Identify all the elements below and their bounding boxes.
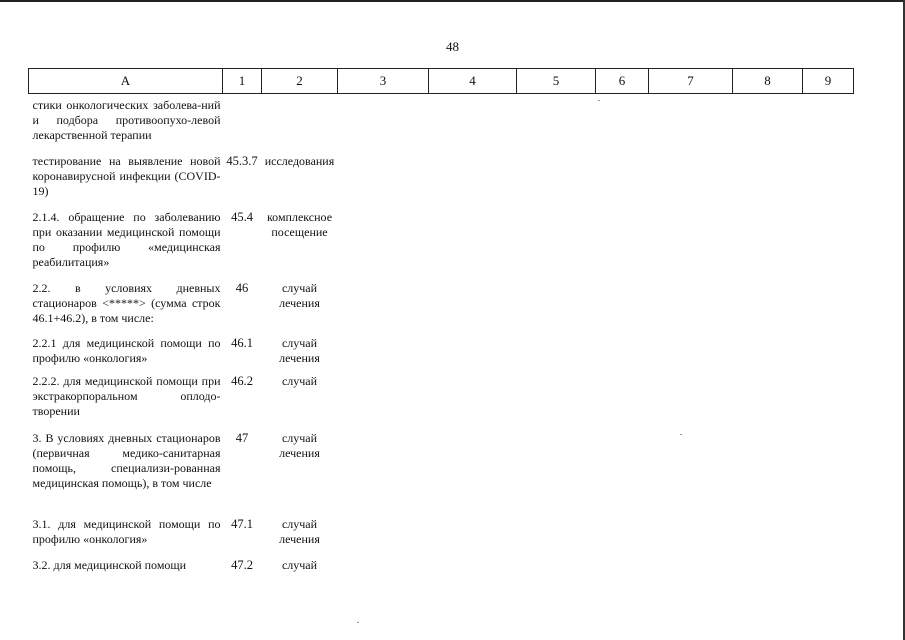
scan-speck bbox=[357, 622, 359, 623]
row-unit: случай лечения bbox=[279, 516, 320, 546]
row-unit: случай лечения bbox=[279, 280, 320, 310]
row-unit: случай bbox=[281, 557, 318, 572]
scan-speck bbox=[598, 100, 600, 101]
column-header-4: 4 bbox=[429, 69, 517, 94]
column-header-5: 5 bbox=[517, 69, 596, 94]
row-number: 46.2 bbox=[231, 373, 253, 388]
row-number: 45.3.7 bbox=[226, 153, 258, 168]
table-row bbox=[29, 277, 854, 332]
row-label: 3.1. для медицинской помощи по профилю «онкология» bbox=[32, 516, 221, 546]
row-unit: исследования bbox=[264, 153, 335, 168]
row-unit: случай лечения bbox=[279, 430, 320, 460]
table-row bbox=[29, 150, 854, 206]
table-row bbox=[29, 554, 854, 584]
table-row bbox=[29, 94, 854, 150]
row-label: 3. В условиях дневных стационаров (первичная медико-санитарная помощь, специализи-рованная медицинская помощь), в том числе bbox=[32, 430, 221, 490]
row-number: 46.1 bbox=[231, 335, 253, 350]
column-header-3: 3 bbox=[338, 69, 429, 94]
row-label: 2.1.4. обращение по заболеванию при оказании медицинской помощи по профилю «медицинская реабилитация» bbox=[32, 209, 221, 269]
row-number: 45.4 bbox=[231, 209, 253, 224]
table-row bbox=[29, 513, 854, 554]
row-number: 47.2 bbox=[231, 557, 253, 572]
row-label: 2.2. в условиях дневных стационаров <*****> (сумма строк 46.1+46.2), в том числе: bbox=[32, 280, 221, 325]
table-header-row bbox=[29, 69, 854, 94]
row-label: 2.2.1 для медицинской помощи по профилю «онкология» bbox=[32, 335, 221, 365]
row-number bbox=[223, 94, 262, 150]
row-label: тестирование на выявление новой коронавирусной инфекции (COVID-19) bbox=[32, 153, 221, 198]
data-table bbox=[28, 68, 854, 584]
column-header-8: 8 bbox=[733, 69, 803, 94]
table-row bbox=[29, 370, 854, 427]
column-header-9: 9 bbox=[803, 69, 854, 94]
column-header-7: 7 bbox=[649, 69, 733, 94]
row-label: 2.2.2. для медицинской помощи при экстракорпоральном оплодо-творении bbox=[32, 373, 221, 418]
scan-edge-top bbox=[0, 0, 905, 2]
row-number: 47.1 bbox=[231, 516, 253, 531]
row-unit: случай лечения bbox=[279, 335, 320, 365]
row-label: стики онкологических заболева-ний и подбора противоопухо-левой лекарственной терапии bbox=[32, 98, 221, 142]
column-header-1: 1 bbox=[223, 69, 262, 94]
row-unit: комплексное посещение bbox=[266, 209, 333, 239]
row-label: 3.2. для медицинской помощи bbox=[32, 557, 187, 572]
table-row bbox=[29, 427, 854, 513]
row-number: 46 bbox=[235, 280, 249, 295]
column-header-2: 2 bbox=[262, 69, 338, 94]
column-header-6: 6 bbox=[596, 69, 649, 94]
row-number: 47 bbox=[235, 430, 249, 445]
page-number: 48 bbox=[446, 39, 459, 54]
table-row bbox=[29, 206, 854, 277]
row-unit: случай bbox=[281, 373, 318, 388]
row-unit bbox=[262, 94, 338, 150]
column-header-a: А bbox=[29, 69, 223, 94]
table-row bbox=[29, 332, 854, 370]
scan-speck bbox=[680, 434, 682, 435]
